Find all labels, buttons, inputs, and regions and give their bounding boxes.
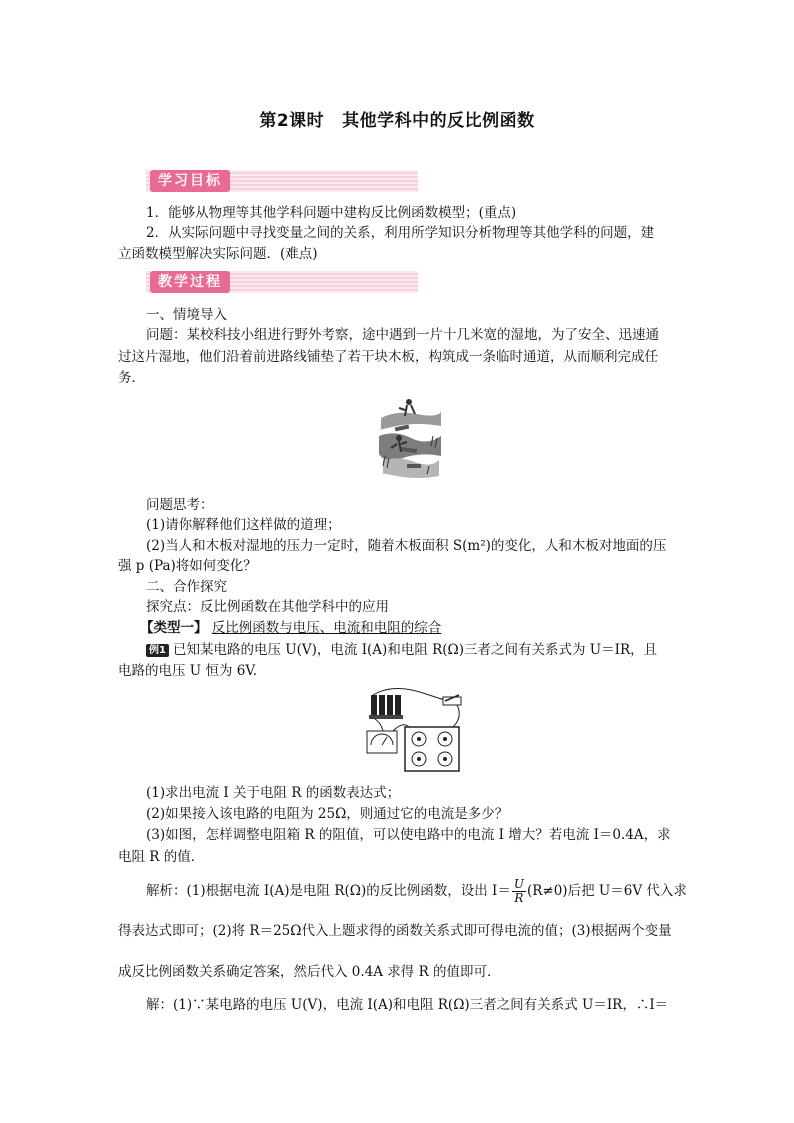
intro-paragraph-3: 务． <box>118 370 145 386</box>
fraction-numerator: U <box>513 877 524 891</box>
fraction-denominator: R <box>514 891 524 905</box>
wetland-illustration <box>377 396 443 482</box>
objective-1: 1．能够从物理等其他学科问题中建构反比例函数模型；(重点) <box>146 205 517 221</box>
intro-heading: 一、情境导入 <box>146 307 227 323</box>
objectives-heading: 学习目标 <box>150 170 230 192</box>
analysis-line-3: 成反比例函数关系确定答案，然后代入 0.4A 求得 R 的值即可． <box>118 964 501 980</box>
type-heading <box>140 619 700 637</box>
thinking-q2: (2)当人和木板对湿地的压力一定时，随着木板面积 S(m²)的变化，人和木板对地面的压 <box>146 538 667 554</box>
page-title <box>0 106 794 131</box>
process-banner <box>146 271 418 293</box>
intro-paragraph-1: 问题：某校科技小组进行野外考察，途中遇到一片十几米宽的湿地，为了安全、迅速通 <box>146 327 659 343</box>
question-2: (2)如果接入该电路的电阻为 25Ω，则通过它的电流是多少？ <box>146 806 509 822</box>
analysis-line-2: 得表达式即可；(2)将 R＝25Ω代入上题求得的函数关系式即可得电流的值；(3)根据两个变量 <box>118 923 672 939</box>
thinking-q1: (1)请你解释他们这样做的道理； <box>146 517 341 533</box>
solution-line-1: 解：(1)∵某电路的电压 U(V)，电流 I(A)和电阻 R(Ω)三者之间有关系式 U＝IR，∴I＝ <box>146 997 669 1013</box>
title-topic: 其他学科中的反比例函数 <box>342 111 535 131</box>
type-bracket: 【类型一】 <box>140 620 208 636</box>
type-title: 反比例函数与电压、电流和电阻的综合 <box>211 620 442 636</box>
intro-paragraph-2: 过这片湿地，他们沿着前进路线铺垫了若干块木板，构筑成一条临时通道，从而顺利完成任 <box>118 349 658 365</box>
fraction-u-over-r <box>512 878 526 905</box>
example-line-2: 电路的电压 U 恒为 6V. <box>118 663 258 679</box>
objective-2: 2．从实际问题中寻找变量之间的关系，利用所学知识分析物理等其他学科的问题，建 <box>146 225 655 241</box>
analysis-text-a: 解析：(1)根据电流 I(A)是电阻 R(Ω)的反比例函数，设出 I＝ <box>146 883 511 899</box>
question-3: (3)如图，怎样调整电阻箱 R 的阻值，可以使电路中的电流 I 增大？若电流 I＝0.4A，求 <box>146 827 671 843</box>
example-line-1 <box>146 641 678 659</box>
thinking-heading: 问题思考： <box>146 497 214 513</box>
analysis-line-1 <box>146 877 687 905</box>
question-3-cont: 电阻 R 的值． <box>118 849 205 865</box>
title-lesson: 第2课时 <box>259 111 325 131</box>
explore-point: 探究点：反比例函数在其他学科中的应用 <box>146 599 389 615</box>
explore-heading: 二、合作探究 <box>146 579 227 595</box>
example-badge: 例1 <box>146 644 169 657</box>
example-text: 已知某电路的电压 U(V)，电流 I(A)和电阻 R(Ω)三者之间有关系式为 U＝IR，且 <box>172 642 658 658</box>
objectives-banner <box>146 170 418 192</box>
question-1: (1)求出电流 I 关于电阻 R 的函数表达式； <box>146 785 401 801</box>
circuit-illustration <box>363 687 465 775</box>
process-heading: 教学过程 <box>150 271 230 293</box>
analysis-text-b: (R≠0)后把 U＝6V 代入求 <box>526 883 687 899</box>
objective-2-cont: 立函数模型解决实际问题．(难点) <box>118 246 318 262</box>
thinking-q2-cont: 强 p (Pa)将如何变化？ <box>118 558 257 574</box>
